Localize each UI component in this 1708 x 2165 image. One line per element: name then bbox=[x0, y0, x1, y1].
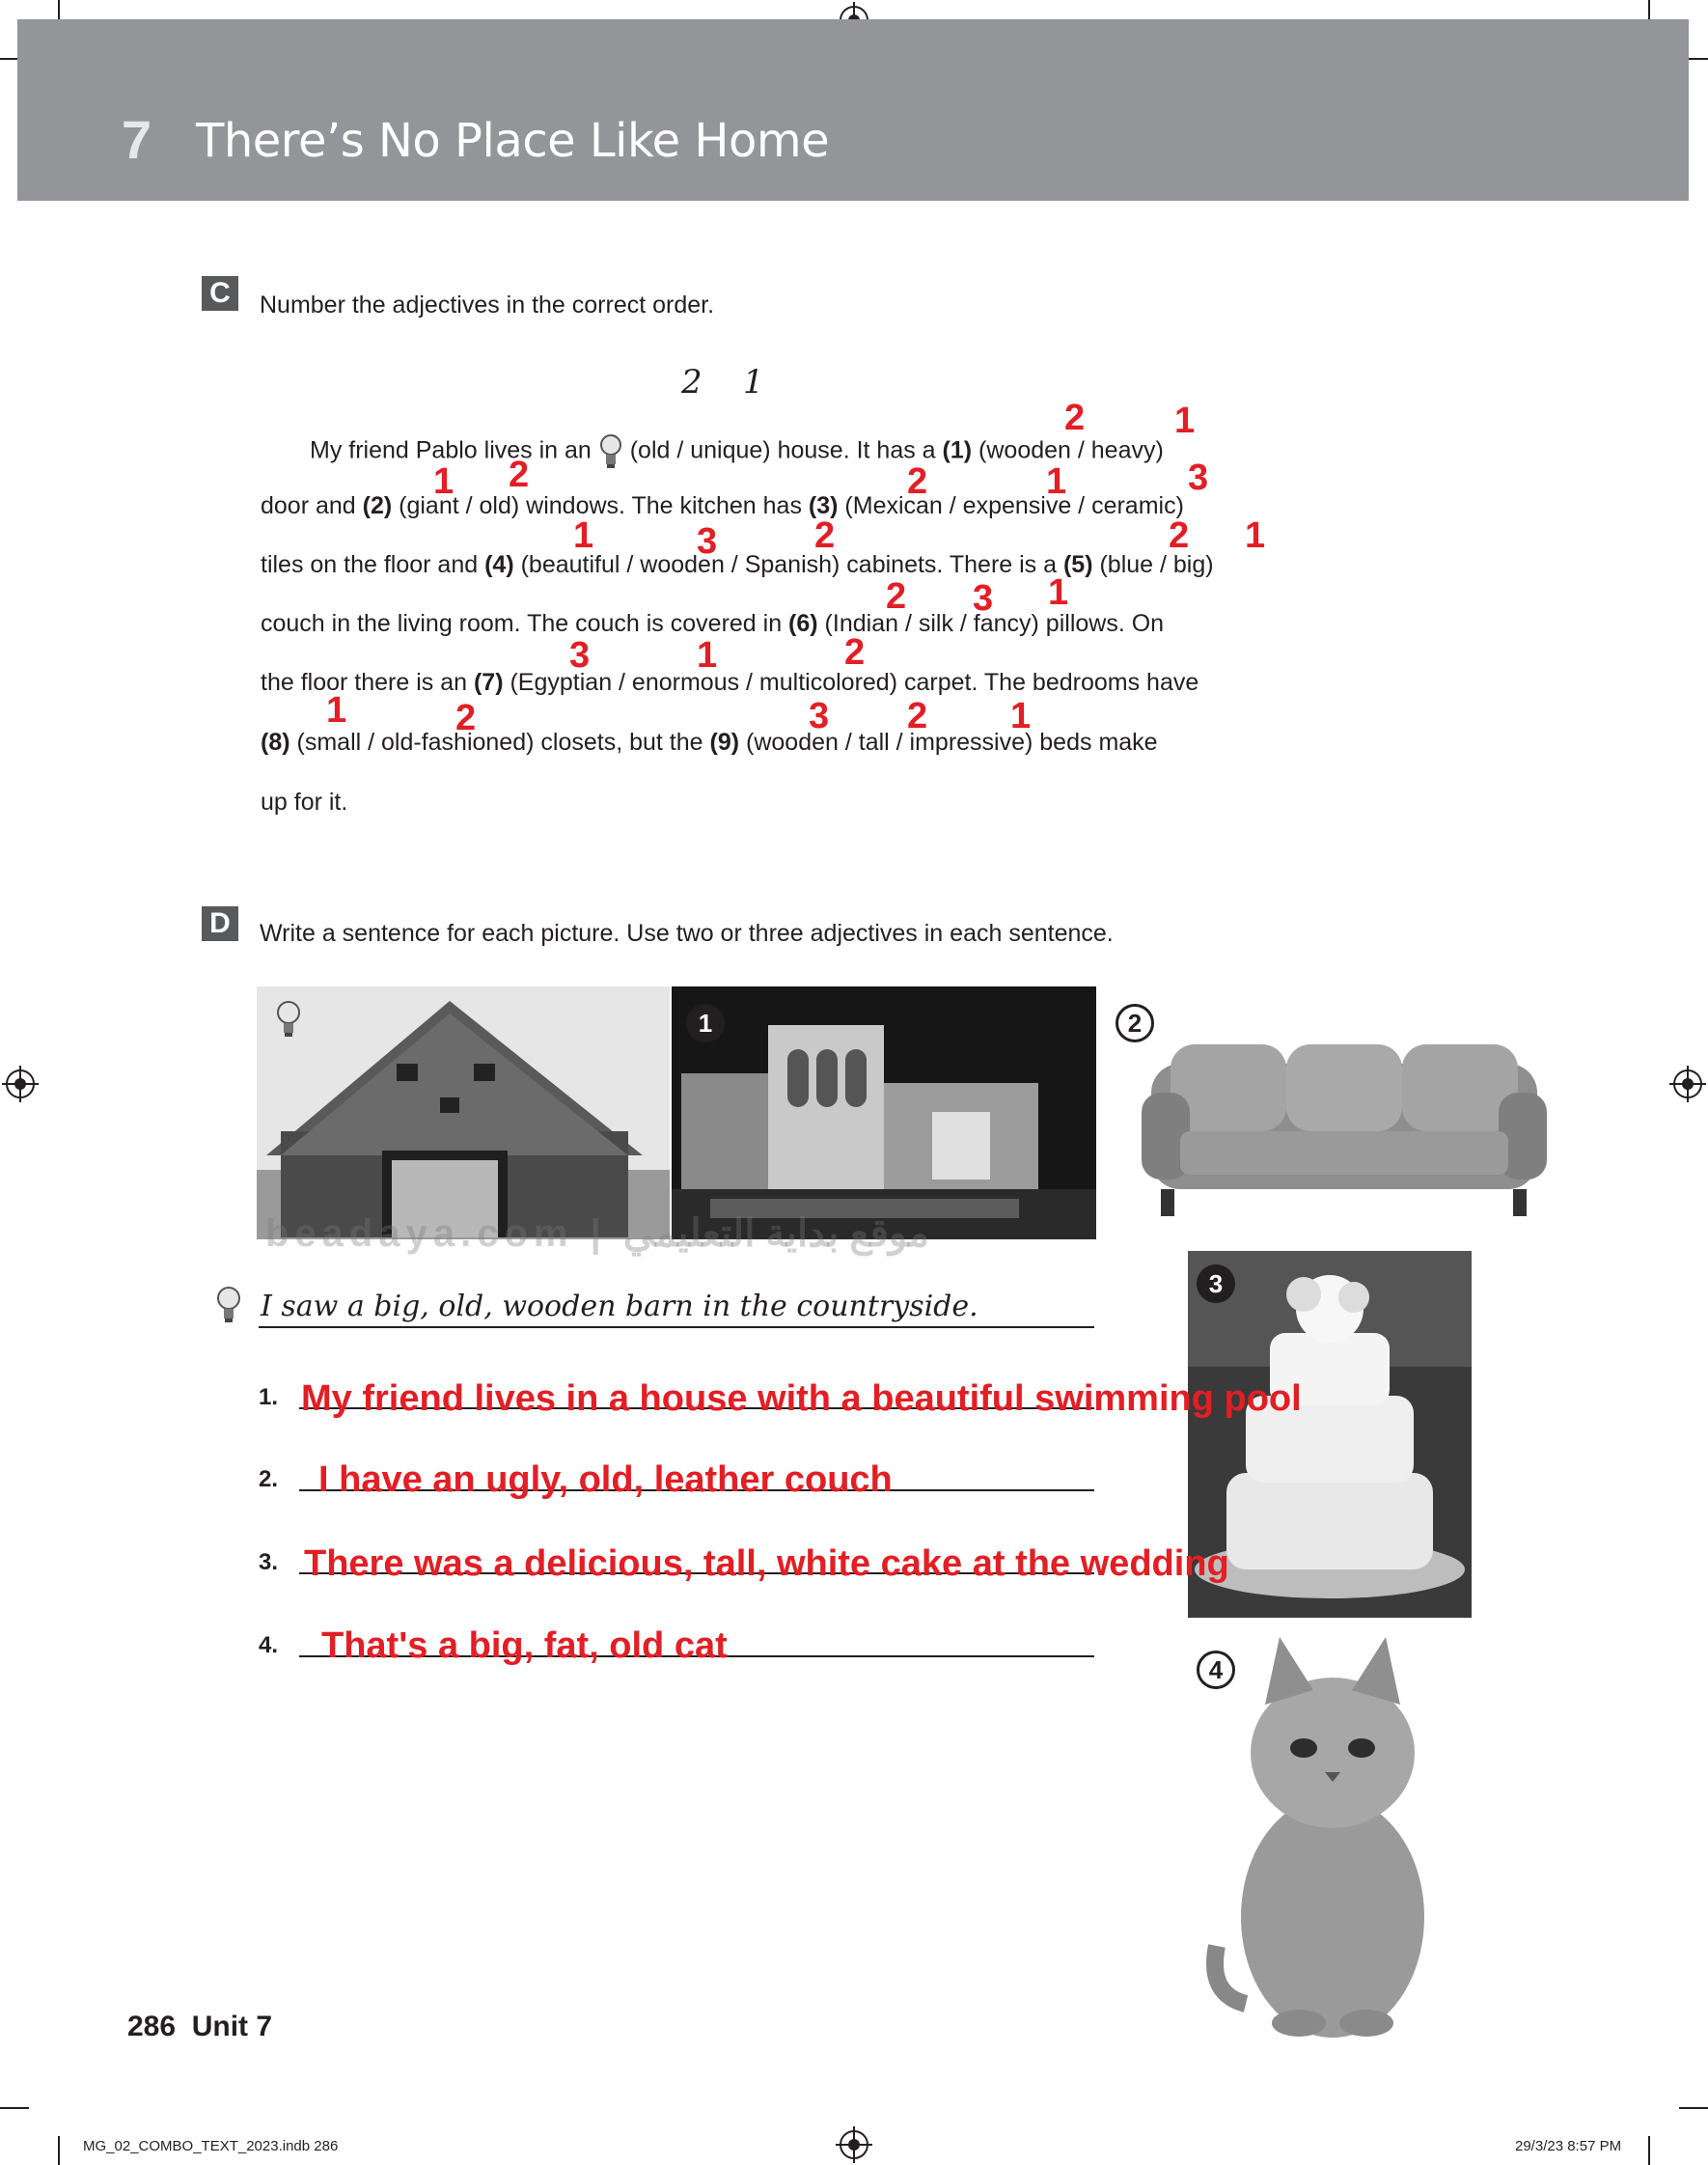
example-sentence: I saw a big, old, wooden barn in the countryside. bbox=[261, 1290, 978, 1323]
paragraph-text: (blue / big) bbox=[1092, 551, 1214, 578]
section-c-instruction: Number the adjectives in the correct order. bbox=[260, 291, 715, 319]
cat-photo bbox=[1188, 1627, 1477, 2042]
handwritten-answer: 2 bbox=[844, 632, 866, 673]
picture-number-badge: 1 bbox=[686, 1004, 725, 1042]
handwritten-answer: 1 bbox=[1048, 572, 1069, 613]
handwritten-answer: 1 bbox=[1010, 696, 1032, 736]
handwritten-answer: 3 bbox=[973, 578, 994, 619]
lightbulb-icon bbox=[598, 437, 623, 464]
handwritten-answer: 1 bbox=[697, 635, 718, 676]
registration-mark-icon bbox=[6, 1069, 35, 1098]
answer-text: There was a delicious, tall, white cake at the wedding bbox=[304, 1543, 1229, 1584]
handwritten-answer: 3 bbox=[697, 521, 718, 562]
example-number: 1 bbox=[743, 363, 764, 402]
answer-text: I have an ugly, old, leather couch bbox=[318, 1459, 893, 1500]
unit-header bbox=[17, 19, 1689, 201]
blank-number: (3) bbox=[808, 492, 839, 519]
paragraph-line bbox=[261, 669, 1198, 697]
blank-number: (9) bbox=[709, 729, 740, 756]
crop-mark bbox=[58, 2136, 60, 2165]
blank-number: (5) bbox=[1062, 551, 1093, 578]
paragraph-text: (Mexican / expensive / ceramic) bbox=[838, 492, 1184, 519]
couch-photo bbox=[1142, 1035, 1547, 1218]
handwritten-answer: 2 bbox=[1169, 515, 1190, 556]
item-number: 1. bbox=[259, 1384, 279, 1410]
paragraph-text: the floor there is an bbox=[261, 669, 474, 696]
cake-photo bbox=[1188, 1251, 1472, 1618]
handwritten-answer: 1 bbox=[1046, 461, 1067, 502]
print-slug-left: MG_02_COMBO_TEXT_2023.indb 286 bbox=[83, 2138, 339, 2154]
handwritten-answer: 2 bbox=[1064, 398, 1086, 438]
handwritten-answer: 2 bbox=[886, 576, 907, 617]
paragraph-text: (Indian / silk / fancy) pillows. On bbox=[817, 610, 1165, 637]
unit-number: 7 bbox=[122, 109, 152, 170]
crop-mark bbox=[0, 2107, 29, 2109]
handwritten-answer: 2 bbox=[907, 696, 928, 736]
blank-number: (7) bbox=[473, 669, 504, 696]
answer-text: My friend lives in a house with a beautiful swimming pool bbox=[301, 1378, 1302, 1419]
blank-number: (8) bbox=[261, 729, 290, 756]
example-number: 2 bbox=[681, 363, 702, 402]
handwritten-answer: 1 bbox=[326, 690, 347, 731]
page-footer bbox=[127, 2011, 272, 2043]
paragraph-text: (wooden / heavy) bbox=[972, 436, 1164, 464]
handwritten-answer: 1 bbox=[433, 461, 455, 502]
footer-unit: Unit 7 bbox=[191, 2011, 273, 2042]
watermark: beadaya.com | موقع بداية التعليمي bbox=[265, 1212, 929, 1255]
house-night-photo bbox=[672, 986, 1096, 1239]
blank-number: (2) bbox=[362, 492, 393, 519]
crop-mark bbox=[1648, 2136, 1650, 2165]
paragraph-text: couch in the living room. The couch is covered in bbox=[261, 610, 789, 637]
registration-mark-icon bbox=[840, 2130, 868, 2159]
paragraph-line bbox=[261, 789, 347, 817]
picture-number-badge: 2 bbox=[1116, 1004, 1154, 1042]
paragraph-text: tiles on the floor and bbox=[261, 551, 485, 578]
paragraph-text: (Egyptian / enormous / multicolored) carpet. The bedrooms have bbox=[503, 669, 1199, 696]
paragraph-text: door and bbox=[261, 492, 363, 519]
picture-number-badge: 3 bbox=[1197, 1264, 1235, 1303]
section-d-label: D bbox=[202, 906, 238, 941]
page-number: 286 bbox=[127, 2011, 177, 2042]
paragraph-text: (beautiful / wooden / Spanish) cabinets. There is a bbox=[513, 551, 1063, 578]
paragraph-text: (small / old-fashioned) closets, but the bbox=[289, 729, 710, 756]
lightbulb-icon bbox=[276, 1000, 301, 1043]
paragraph-text: (giant / old) windows. The kitchen has bbox=[392, 492, 809, 519]
handwritten-answer: 3 bbox=[809, 696, 830, 736]
item-number: 4. bbox=[259, 1632, 279, 1658]
handwritten-answer: 1 bbox=[573, 515, 594, 556]
blank-number: (4) bbox=[484, 551, 514, 578]
handwritten-answer: 3 bbox=[1188, 458, 1209, 498]
paragraph-line bbox=[261, 551, 1214, 579]
paragraph-line bbox=[261, 610, 1164, 638]
item-number: 2. bbox=[259, 1466, 279, 1492]
handwritten-answer: 1 bbox=[1174, 401, 1196, 441]
answer-line bbox=[259, 1326, 1094, 1328]
paragraph-text: (wooden / tall / impressive) beds make bbox=[739, 729, 1158, 756]
paragraph-text: My friend Pablo lives in an bbox=[310, 436, 598, 464]
handwritten-answer: 2 bbox=[814, 515, 836, 556]
section-d-instruction: Write a sentence for each picture. Use two or three adjectives in each sentence. bbox=[260, 920, 1114, 947]
print-slug-right: 29/3/23 8:57 PM bbox=[1515, 2138, 1622, 2154]
handwritten-answer: 3 bbox=[569, 635, 591, 676]
blank-number: (6) bbox=[788, 610, 818, 637]
crop-mark bbox=[1679, 2107, 1708, 2109]
picture-number-badge: 4 bbox=[1197, 1651, 1235, 1689]
item-number: 3. bbox=[259, 1549, 279, 1575]
barn-photo bbox=[257, 986, 670, 1239]
handwritten-answer: 2 bbox=[455, 698, 477, 738]
answer-text: That's a big, fat, old cat bbox=[321, 1625, 728, 1666]
handwritten-answer: 1 bbox=[1245, 515, 1266, 556]
paragraph-text: up for it. bbox=[261, 789, 348, 816]
paragraph-text: (old / unique) house. It has a bbox=[622, 436, 943, 464]
unit-title: There’s No Place Like Home bbox=[196, 114, 830, 168]
handwritten-answer: 2 bbox=[509, 455, 530, 495]
section-c-label: C bbox=[202, 276, 238, 311]
lightbulb-icon bbox=[216, 1286, 241, 1329]
registration-mark-icon bbox=[1673, 1069, 1702, 1098]
blank-number: (1) bbox=[942, 436, 973, 464]
handwritten-answer: 2 bbox=[907, 461, 928, 502]
